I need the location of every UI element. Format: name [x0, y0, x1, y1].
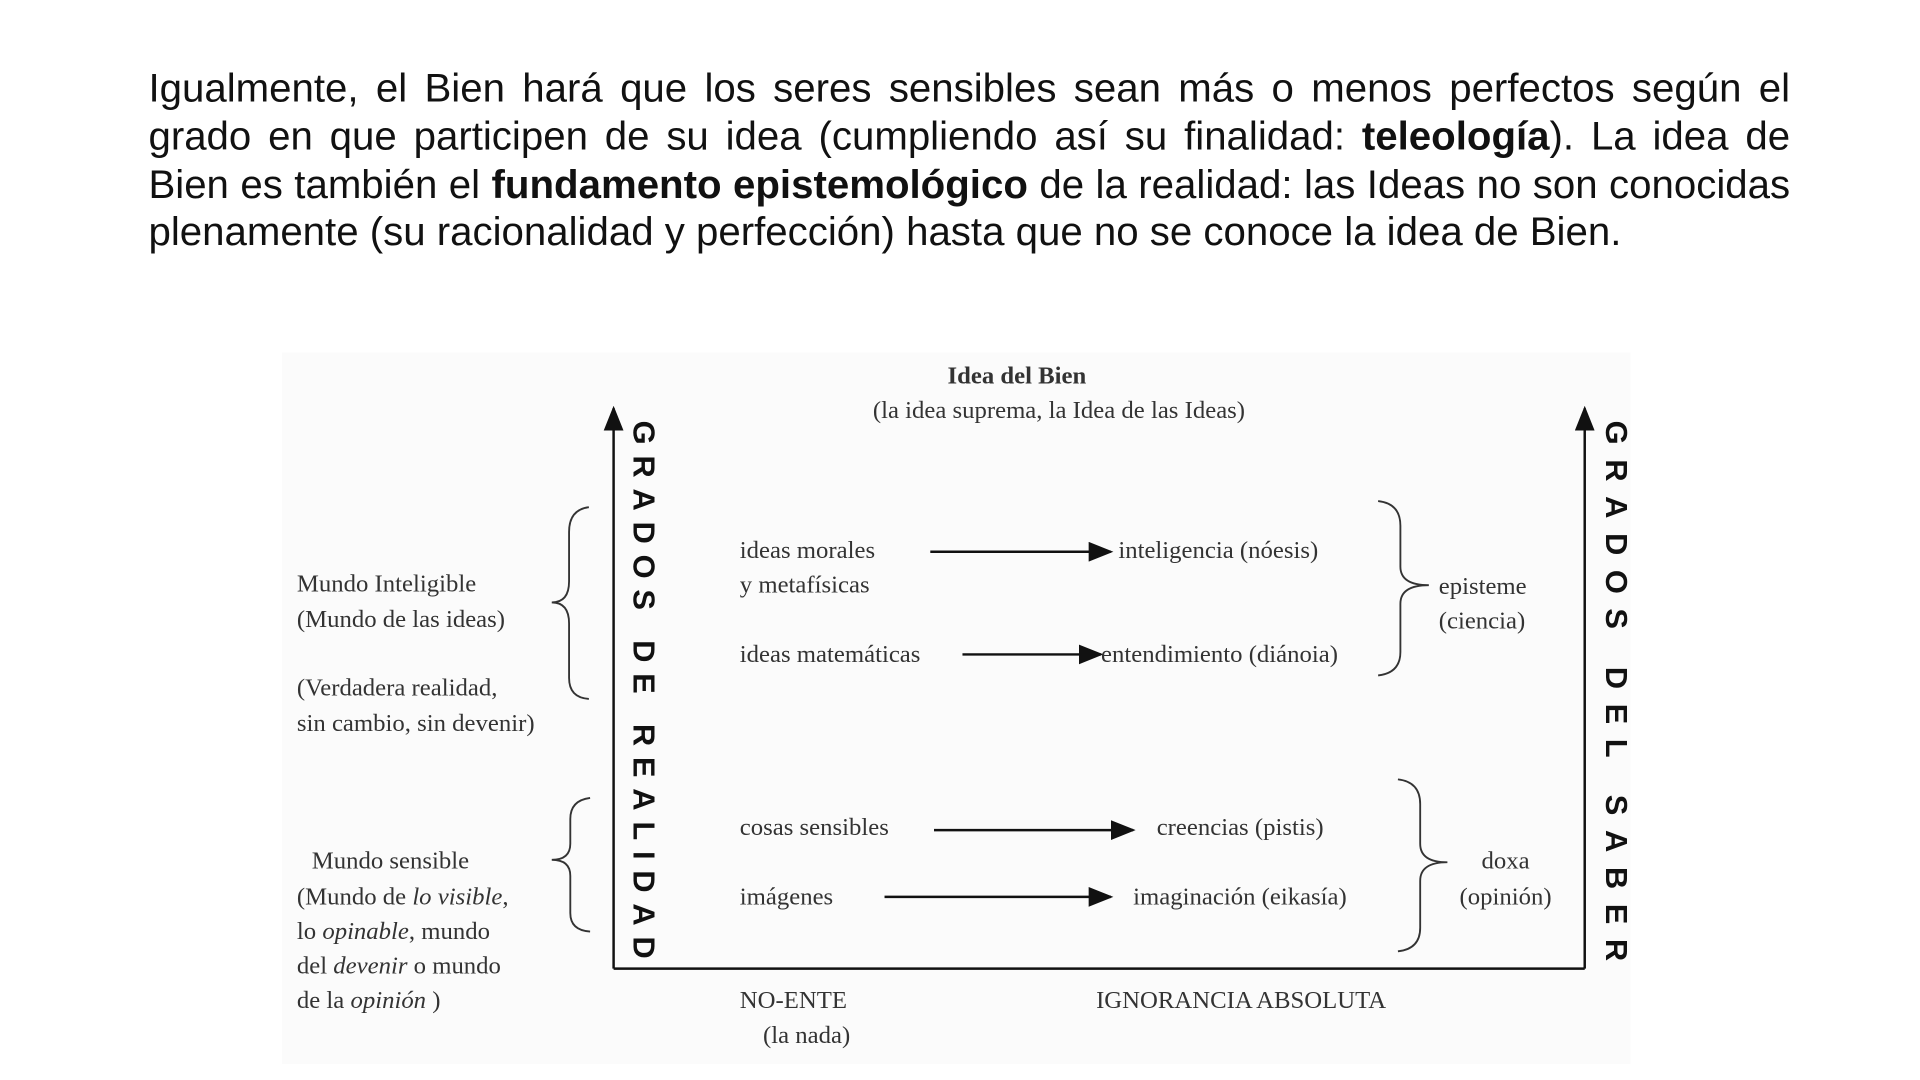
object-cosas-sensibles: cosas sensibles — [739, 814, 889, 842]
mundo-inteligible: Mundo Inteligible — [296, 570, 477, 598]
idea-del-bien-title: Idea del Bien — [947, 362, 1087, 390]
object-ideas-morales: ideas morales — [739, 536, 876, 564]
bold-term-teleologia: teleología — [1361, 113, 1550, 159]
sensible-line-4: del devenir o mundo — [296, 952, 501, 980]
episteme-label: episteme — [1438, 572, 1527, 600]
object-imagenes: imágenes — [739, 883, 834, 911]
text-run: Igualmente, el Bien hará que los seres sensibles sean más o menos perfectos según el grado en que participen de su idea (cumpliendo así su finalidad: — [148, 65, 1791, 159]
knowledge-inteligencia: inteligencia (nóesis) — [1118, 536, 1319, 564]
knowledge-imaginacion: imaginación (eikasía) — [1133, 883, 1347, 911]
sensible-line-3: lo opinable, mundo — [296, 917, 490, 945]
idea-del-bien-subtitle: (la idea suprema, la Idea de las Ideas) — [872, 397, 1246, 425]
grados-del-saber-label: GRADOS DEL SABER — [1598, 420, 1634, 963]
ciencia-label: (ciencia) — [1438, 607, 1526, 635]
opinion-label: (opinión) — [1459, 883, 1552, 911]
mundo-ideas: (Mundo de las ideas) — [296, 606, 506, 634]
ignorancia-absoluta-label: IGNORANCIA ABSOLUTA — [1096, 987, 1387, 1015]
object-metafisicas: y metafísicas — [739, 571, 870, 599]
sensible-line-2: (Mundo de lo visible, — [296, 883, 509, 911]
verdadera-realidad: (Verdadera realidad, — [296, 674, 498, 702]
doxa-label: doxa — [1481, 847, 1530, 875]
grados-de-realidad-label: GRADOS DE REALIDAD — [626, 420, 662, 960]
knowledge-creencias: creencias (pistis) — [1156, 814, 1324, 842]
mundo-sensible: Mundo sensible — [311, 847, 470, 875]
sensible-line-5: de la opinión ) — [296, 987, 441, 1015]
object-ideas-matematicas: ideas matemáticas — [739, 640, 921, 668]
knowledge-entendimiento: entendimiento (diánoia) — [1101, 640, 1338, 668]
la-nada-label: (la nada) — [762, 1021, 851, 1049]
text-run: de la realidad: las Ideas no son conocidas plenamente (su racionalidad y perfección) hasta que no se conoce la idea de Bien. — [148, 161, 1791, 255]
text-run: ). La idea de Bien es también el — [148, 113, 1791, 207]
no-ente-label: NO-ENTE — [739, 987, 847, 1015]
bold-term-fundamento: fundamento epistemológico — [491, 161, 1028, 207]
sin-cambio: sin cambio, sin devenir) — [296, 710, 535, 738]
